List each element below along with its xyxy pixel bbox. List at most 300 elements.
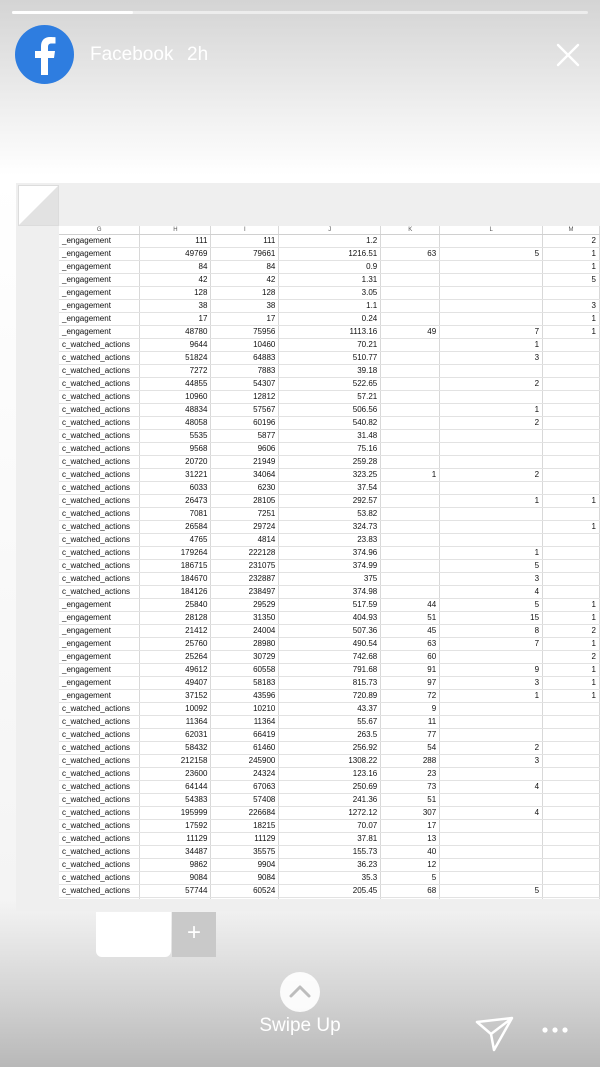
table-cell[interactable]: 7883 bbox=[211, 365, 279, 378]
table-cell[interactable]: 517.59 bbox=[279, 599, 381, 612]
table-cell[interactable]: 1 bbox=[543, 326, 600, 339]
table-cell[interactable]: 61460 bbox=[211, 742, 279, 755]
table-cell[interactable]: 2 bbox=[440, 417, 543, 430]
table-cell[interactable] bbox=[211, 898, 279, 900]
table-cell[interactable]: 79661 bbox=[211, 248, 279, 261]
table-cell[interactable] bbox=[440, 443, 543, 456]
table-cell[interactable]: 1308.22 bbox=[279, 755, 381, 768]
table-cell[interactable]: _engagement bbox=[59, 248, 140, 261]
table-cell[interactable]: c_watched_actions bbox=[59, 859, 140, 872]
table-cell[interactable]: 245900 bbox=[211, 755, 279, 768]
table-cell[interactable]: 1.1 bbox=[279, 300, 381, 313]
table-cell[interactable]: 34487 bbox=[140, 846, 211, 859]
table-cell[interactable]: 1 bbox=[543, 313, 600, 326]
column-header[interactable]: K bbox=[381, 226, 440, 235]
table-cell[interactable]: 3 bbox=[440, 352, 543, 365]
table-cell[interactable]: c_watched_actions bbox=[59, 872, 140, 885]
table-cell[interactable]: 490.54 bbox=[279, 638, 381, 651]
table-cell[interactable] bbox=[440, 703, 543, 716]
close-icon[interactable] bbox=[553, 40, 583, 70]
table-cell[interactable]: 4 bbox=[440, 807, 543, 820]
table-cell[interactable]: 1 bbox=[440, 690, 543, 703]
table-cell[interactable]: c_watched_actions bbox=[59, 794, 140, 807]
table-cell[interactable]: 742.68 bbox=[279, 651, 381, 664]
table-cell[interactable]: 73 bbox=[381, 781, 440, 794]
table-cell[interactable]: c_watched_actions bbox=[59, 482, 140, 495]
table-cell[interactable]: c_watched_actions bbox=[59, 404, 140, 417]
select-all-corner[interactable] bbox=[18, 185, 59, 226]
table-cell[interactable]: 2 bbox=[543, 625, 600, 638]
table-cell[interactable]: 70.21 bbox=[279, 339, 381, 352]
table-cell[interactable]: c_watched_actions bbox=[59, 430, 140, 443]
table-cell[interactable]: 1 bbox=[543, 664, 600, 677]
facebook-logo-icon[interactable] bbox=[15, 25, 74, 84]
table-cell[interactable]: c_watched_actions bbox=[59, 339, 140, 352]
table-cell[interactable] bbox=[543, 859, 600, 872]
table-cell[interactable] bbox=[440, 313, 543, 326]
table-cell[interactable]: 1 bbox=[543, 261, 600, 274]
table-cell[interactable]: c_watched_actions bbox=[59, 885, 140, 898]
table-cell[interactable]: 34064 bbox=[211, 469, 279, 482]
table-cell[interactable]: 250.69 bbox=[279, 781, 381, 794]
table-cell[interactable] bbox=[543, 716, 600, 729]
table-cell[interactable]: 29529 bbox=[211, 599, 279, 612]
table-cell[interactable]: 54307 bbox=[211, 378, 279, 391]
table-cell[interactable]: 1113.16 bbox=[279, 326, 381, 339]
table-cell[interactable]: 66419 bbox=[211, 729, 279, 742]
column-header[interactable]: J bbox=[279, 226, 381, 235]
table-cell[interactable] bbox=[381, 898, 440, 900]
table-cell[interactable]: 42 bbox=[140, 274, 211, 287]
table-cell[interactable] bbox=[440, 274, 543, 287]
table-cell[interactable]: 97 bbox=[381, 677, 440, 690]
table-cell[interactable]: 226684 bbox=[211, 807, 279, 820]
more-options-icon[interactable] bbox=[541, 1020, 569, 1040]
table-cell[interactable] bbox=[440, 365, 543, 378]
table-cell[interactable]: c_watched_actions bbox=[59, 560, 140, 573]
table-cell[interactable]: _engagement bbox=[59, 690, 140, 703]
table-cell[interactable]: c_watched_actions bbox=[59, 703, 140, 716]
table-cell[interactable]: 2 bbox=[440, 378, 543, 391]
table-cell[interactable] bbox=[543, 469, 600, 482]
table-cell[interactable]: 232887 bbox=[211, 573, 279, 586]
table-cell[interactable]: 37.81 bbox=[279, 833, 381, 846]
table-cell[interactable] bbox=[440, 430, 543, 443]
column-header[interactable]: M bbox=[543, 226, 600, 235]
table-cell[interactable]: 25840 bbox=[140, 599, 211, 612]
table-cell[interactable] bbox=[440, 768, 543, 781]
table-cell[interactable]: 42 bbox=[211, 274, 279, 287]
table-cell[interactable]: 5877 bbox=[211, 430, 279, 443]
table-cell[interactable] bbox=[543, 846, 600, 859]
table-cell[interactable]: 1 bbox=[440, 404, 543, 417]
table-cell[interactable] bbox=[381, 573, 440, 586]
table-cell[interactable]: 57.21 bbox=[279, 391, 381, 404]
table-cell[interactable]: 67063 bbox=[211, 781, 279, 794]
table-cell[interactable]: 3 bbox=[543, 300, 600, 313]
table-cell[interactable]: 43596 bbox=[211, 690, 279, 703]
table-cell[interactable]: 37.54 bbox=[279, 482, 381, 495]
table-cell[interactable]: 1 bbox=[543, 690, 600, 703]
table-cell[interactable]: 4814 bbox=[211, 534, 279, 547]
table-cell[interactable]: 18215 bbox=[211, 820, 279, 833]
table-cell[interactable]: _engagement bbox=[59, 599, 140, 612]
table-cell[interactable]: 1 bbox=[543, 638, 600, 651]
table-cell[interactable]: 20720 bbox=[140, 456, 211, 469]
table-cell[interactable]: _engagement bbox=[59, 664, 140, 677]
table-cell[interactable]: 7081 bbox=[140, 508, 211, 521]
table-cell[interactable]: 48834 bbox=[140, 404, 211, 417]
table-cell[interactable] bbox=[440, 820, 543, 833]
table-cell[interactable]: 58183 bbox=[211, 677, 279, 690]
table-cell[interactable]: 28128 bbox=[140, 612, 211, 625]
table-cell[interactable]: 9568 bbox=[140, 443, 211, 456]
table-cell[interactable]: 1.2 bbox=[279, 235, 381, 248]
table-cell[interactable] bbox=[543, 781, 600, 794]
table-cell[interactable]: 51824 bbox=[140, 352, 211, 365]
table-cell[interactable]: 13 bbox=[381, 833, 440, 846]
table-cell[interactable]: 49 bbox=[381, 326, 440, 339]
table-cell[interactable]: 4 bbox=[440, 781, 543, 794]
table-cell[interactable]: 1 bbox=[440, 495, 543, 508]
table-cell[interactable] bbox=[381, 339, 440, 352]
table-cell[interactable]: 28980 bbox=[211, 638, 279, 651]
table-cell[interactable]: 4765 bbox=[140, 534, 211, 547]
table-cell[interactable]: 25264 bbox=[140, 651, 211, 664]
table-cell[interactable]: 10960 bbox=[140, 391, 211, 404]
table-cell[interactable] bbox=[381, 352, 440, 365]
table-cell[interactable]: 323.25 bbox=[279, 469, 381, 482]
table-cell[interactable] bbox=[543, 456, 600, 469]
table-cell[interactable]: c_watched_actions bbox=[59, 456, 140, 469]
table-cell[interactable]: 5535 bbox=[140, 430, 211, 443]
table-cell[interactable]: 21949 bbox=[211, 456, 279, 469]
table-cell[interactable] bbox=[440, 846, 543, 859]
table-cell[interactable]: 0.9 bbox=[279, 261, 381, 274]
table-cell[interactable] bbox=[440, 716, 543, 729]
table-cell[interactable]: 39.18 bbox=[279, 365, 381, 378]
table-cell[interactable] bbox=[440, 729, 543, 742]
table-cell[interactable] bbox=[543, 365, 600, 378]
table-cell[interactable]: c_watched_actions bbox=[59, 742, 140, 755]
table-cell[interactable] bbox=[440, 651, 543, 664]
table-cell[interactable] bbox=[543, 742, 600, 755]
table-cell[interactable] bbox=[440, 391, 543, 404]
table-cell[interactable] bbox=[440, 872, 543, 885]
table-cell[interactable] bbox=[543, 586, 600, 599]
table-cell[interactable] bbox=[381, 495, 440, 508]
table-cell[interactable]: 11129 bbox=[140, 833, 211, 846]
column-header[interactable]: L bbox=[440, 226, 543, 235]
table-cell[interactable]: 23600 bbox=[140, 768, 211, 781]
table-cell[interactable]: 70.07 bbox=[279, 820, 381, 833]
table-cell[interactable] bbox=[381, 482, 440, 495]
table-cell[interactable] bbox=[381, 391, 440, 404]
table-cell[interactable]: c_watched_actions bbox=[59, 534, 140, 547]
table-cell[interactable]: 91 bbox=[381, 664, 440, 677]
table-cell[interactable]: 17 bbox=[211, 313, 279, 326]
table-cell[interactable]: 24324 bbox=[211, 768, 279, 781]
table-cell[interactable]: 54383 bbox=[140, 794, 211, 807]
table-cell[interactable]: 62031 bbox=[140, 729, 211, 742]
table-cell[interactable]: c_watched_actions bbox=[59, 521, 140, 534]
table-cell[interactable] bbox=[440, 859, 543, 872]
table-cell[interactable] bbox=[543, 703, 600, 716]
table-cell[interactable] bbox=[381, 534, 440, 547]
table-cell[interactable] bbox=[59, 898, 140, 900]
table-cell[interactable] bbox=[543, 352, 600, 365]
table-cell[interactable] bbox=[440, 261, 543, 274]
table-cell[interactable]: 184670 bbox=[140, 573, 211, 586]
table-cell[interactable]: 55.67 bbox=[279, 716, 381, 729]
table-cell[interactable]: 36.23 bbox=[279, 859, 381, 872]
table-cell[interactable]: 43.37 bbox=[279, 703, 381, 716]
table-cell[interactable]: 21412 bbox=[140, 625, 211, 638]
table-cell[interactable]: 9644 bbox=[140, 339, 211, 352]
table-cell[interactable]: 3 bbox=[440, 755, 543, 768]
table-cell[interactable] bbox=[543, 482, 600, 495]
table-cell[interactable]: c_watched_actions bbox=[59, 417, 140, 430]
table-cell[interactable]: 51 bbox=[381, 794, 440, 807]
table-cell[interactable]: 24004 bbox=[211, 625, 279, 638]
table-cell[interactable] bbox=[440, 300, 543, 313]
table-cell[interactable] bbox=[440, 534, 543, 547]
table-cell[interactable]: 292.57 bbox=[279, 495, 381, 508]
table-cell[interactable]: 60558 bbox=[211, 664, 279, 677]
table-cell[interactable]: 9606 bbox=[211, 443, 279, 456]
table-cell[interactable]: 374.99 bbox=[279, 560, 381, 573]
table-cell[interactable]: 57408 bbox=[211, 794, 279, 807]
table-cell[interactable] bbox=[381, 586, 440, 599]
table-cell[interactable]: 26473 bbox=[140, 495, 211, 508]
table-cell[interactable]: 64883 bbox=[211, 352, 279, 365]
table-cell[interactable]: 54 bbox=[381, 742, 440, 755]
table-cell[interactable]: c_watched_actions bbox=[59, 729, 140, 742]
table-cell[interactable]: 64144 bbox=[140, 781, 211, 794]
table-cell[interactable]: 1 bbox=[543, 677, 600, 690]
table-cell[interactable]: 63 bbox=[381, 638, 440, 651]
table-cell[interactable] bbox=[440, 898, 543, 900]
table-cell[interactable]: _engagement bbox=[59, 300, 140, 313]
table-cell[interactable]: 60 bbox=[381, 651, 440, 664]
table-cell[interactable]: 49612 bbox=[140, 664, 211, 677]
table-cell[interactable]: 9084 bbox=[140, 872, 211, 885]
table-cell[interactable]: 6230 bbox=[211, 482, 279, 495]
table-cell[interactable]: 84 bbox=[140, 261, 211, 274]
table-cell[interactable]: 84 bbox=[211, 261, 279, 274]
table-cell[interactable] bbox=[543, 287, 600, 300]
table-cell[interactable] bbox=[381, 404, 440, 417]
table-cell[interactable]: c_watched_actions bbox=[59, 820, 140, 833]
table-cell[interactable]: c_watched_actions bbox=[59, 586, 140, 599]
table-cell[interactable] bbox=[381, 287, 440, 300]
table-cell[interactable]: 30729 bbox=[211, 651, 279, 664]
table-cell[interactable]: c_watched_actions bbox=[59, 833, 140, 846]
table-cell[interactable]: 186715 bbox=[140, 560, 211, 573]
table-cell[interactable] bbox=[381, 560, 440, 573]
table-cell[interactable]: 506.56 bbox=[279, 404, 381, 417]
table-cell[interactable]: 4 bbox=[440, 586, 543, 599]
table-cell[interactable]: 2 bbox=[440, 742, 543, 755]
table-cell[interactable]: 307 bbox=[381, 807, 440, 820]
table-cell[interactable]: 375 bbox=[279, 573, 381, 586]
table-cell[interactable]: 374.98 bbox=[279, 586, 381, 599]
table-cell[interactable]: 57744 bbox=[140, 885, 211, 898]
table-cell[interactable] bbox=[381, 261, 440, 274]
table-cell[interactable] bbox=[381, 365, 440, 378]
table-cell[interactable]: 9 bbox=[440, 664, 543, 677]
table-cell[interactable]: 1 bbox=[543, 521, 600, 534]
table-cell[interactable] bbox=[543, 807, 600, 820]
swipe-up-label[interactable]: Swipe Up bbox=[259, 1015, 341, 1036]
table-cell[interactable] bbox=[440, 794, 543, 807]
table-cell[interactable] bbox=[440, 235, 543, 248]
table-cell[interactable] bbox=[381, 378, 440, 391]
table-cell[interactable]: 31350 bbox=[211, 612, 279, 625]
table-cell[interactable]: 0.24 bbox=[279, 313, 381, 326]
table-cell[interactable]: 195999 bbox=[140, 807, 211, 820]
table-cell[interactable]: c_watched_actions bbox=[59, 469, 140, 482]
table-cell[interactable] bbox=[381, 274, 440, 287]
table-cell[interactable]: 75956 bbox=[211, 326, 279, 339]
table-cell[interactable]: c_watched_actions bbox=[59, 495, 140, 508]
table-cell[interactable]: 10460 bbox=[211, 339, 279, 352]
table-cell[interactable]: 3.05 bbox=[279, 287, 381, 300]
table-cell[interactable]: 1216.51 bbox=[279, 248, 381, 261]
table-cell[interactable]: _engagement bbox=[59, 261, 140, 274]
table-cell[interactable]: 9862 bbox=[140, 859, 211, 872]
table-cell[interactable] bbox=[440, 833, 543, 846]
table-cell[interactable]: 404.93 bbox=[279, 612, 381, 625]
table-cell[interactable]: 720.89 bbox=[279, 690, 381, 703]
table-cell[interactable]: 815.73 bbox=[279, 677, 381, 690]
table-cell[interactable]: 60196 bbox=[211, 417, 279, 430]
table-cell[interactable]: 256.92 bbox=[279, 742, 381, 755]
table-cell[interactable]: _engagement bbox=[59, 651, 140, 664]
table-cell[interactable]: c_watched_actions bbox=[59, 846, 140, 859]
table-cell[interactable] bbox=[381, 430, 440, 443]
table-cell[interactable]: 111 bbox=[140, 235, 211, 248]
table-cell[interactable]: 111 bbox=[211, 235, 279, 248]
table-cell[interactable]: 1 bbox=[543, 599, 600, 612]
table-cell[interactable]: 38 bbox=[211, 300, 279, 313]
table-cell[interactable]: 45 bbox=[381, 625, 440, 638]
table-cell[interactable]: _engagement bbox=[59, 612, 140, 625]
table-cell[interactable]: 2 bbox=[440, 469, 543, 482]
table-cell[interactable] bbox=[543, 547, 600, 560]
table-cell[interactable]: 324.73 bbox=[279, 521, 381, 534]
table-cell[interactable]: 128 bbox=[211, 287, 279, 300]
table-cell[interactable]: _engagement bbox=[59, 274, 140, 287]
table-cell[interactable]: c_watched_actions bbox=[59, 508, 140, 521]
table-cell[interactable]: 184126 bbox=[140, 586, 211, 599]
table-cell[interactable]: 231075 bbox=[211, 560, 279, 573]
table-cell[interactable] bbox=[543, 508, 600, 521]
table-cell[interactable]: _engagement bbox=[59, 235, 140, 248]
sheet-tab[interactable] bbox=[96, 912, 171, 957]
table-cell[interactable]: 48780 bbox=[140, 326, 211, 339]
table-cell[interactable]: 17 bbox=[381, 820, 440, 833]
table-cell[interactable]: 57567 bbox=[211, 404, 279, 417]
table-cell[interactable] bbox=[140, 898, 211, 900]
table-cell[interactable]: 51 bbox=[381, 612, 440, 625]
table-cell[interactable]: 26584 bbox=[140, 521, 211, 534]
table-cell[interactable]: 11 bbox=[381, 716, 440, 729]
table-cell[interactable] bbox=[279, 898, 381, 900]
table-cell[interactable]: 212158 bbox=[140, 755, 211, 768]
table-cell[interactable]: 6033 bbox=[140, 482, 211, 495]
table-cell[interactable]: 7251 bbox=[211, 508, 279, 521]
table-cell[interactable]: 7 bbox=[440, 638, 543, 651]
table-cell[interactable]: 68 bbox=[381, 885, 440, 898]
table-cell[interactable]: c_watched_actions bbox=[59, 716, 140, 729]
table-cell[interactable] bbox=[440, 287, 543, 300]
table-cell[interactable]: 9904 bbox=[211, 859, 279, 872]
table-cell[interactable] bbox=[543, 885, 600, 898]
table-cell[interactable]: 2 bbox=[543, 235, 600, 248]
table-cell[interactable]: _engagement bbox=[59, 638, 140, 651]
table-cell[interactable]: 11129 bbox=[211, 833, 279, 846]
table-cell[interactable] bbox=[543, 534, 600, 547]
table-cell[interactable] bbox=[543, 755, 600, 768]
table-cell[interactable]: 205.45 bbox=[279, 885, 381, 898]
table-cell[interactable]: 72 bbox=[381, 690, 440, 703]
table-cell[interactable]: 507.36 bbox=[279, 625, 381, 638]
table-cell[interactable]: 75.16 bbox=[279, 443, 381, 456]
table-cell[interactable]: c_watched_actions bbox=[59, 573, 140, 586]
table-cell[interactable]: 44855 bbox=[140, 378, 211, 391]
table-cell[interactable]: c_watched_actions bbox=[59, 365, 140, 378]
table-cell[interactable]: 15 bbox=[440, 612, 543, 625]
table-cell[interactable] bbox=[543, 898, 600, 900]
table-cell[interactable] bbox=[440, 456, 543, 469]
table-cell[interactable]: 44 bbox=[381, 599, 440, 612]
table-cell[interactable]: c_watched_actions bbox=[59, 352, 140, 365]
column-header[interactable]: I bbox=[211, 226, 279, 235]
table-cell[interactable]: _engagement bbox=[59, 287, 140, 300]
table-cell[interactable]: c_watched_actions bbox=[59, 781, 140, 794]
table-cell[interactable]: 3 bbox=[440, 573, 543, 586]
table-cell[interactable]: 1 bbox=[440, 547, 543, 560]
table-cell[interactable]: 1 bbox=[440, 339, 543, 352]
table-cell[interactable]: _engagement bbox=[59, 677, 140, 690]
column-header[interactable]: G bbox=[59, 226, 140, 235]
table-cell[interactable]: 53.82 bbox=[279, 508, 381, 521]
column-header[interactable]: H bbox=[140, 226, 211, 235]
table-cell[interactable]: 7272 bbox=[140, 365, 211, 378]
table-cell[interactable] bbox=[543, 833, 600, 846]
table-cell[interactable]: 374.96 bbox=[279, 547, 381, 560]
table-cell[interactable]: 25760 bbox=[140, 638, 211, 651]
spreadsheet-grid[interactable] bbox=[59, 226, 600, 899]
table-cell[interactable]: 123.16 bbox=[279, 768, 381, 781]
table-cell[interactable] bbox=[381, 508, 440, 521]
table-cell[interactable]: 58432 bbox=[140, 742, 211, 755]
table-cell[interactable]: 29724 bbox=[211, 521, 279, 534]
table-cell[interactable] bbox=[543, 443, 600, 456]
swipe-up-button[interactable] bbox=[280, 972, 320, 1012]
table-cell[interactable]: 1 bbox=[381, 469, 440, 482]
table-cell[interactable]: 1 bbox=[543, 612, 600, 625]
table-cell[interactable]: 49769 bbox=[140, 248, 211, 261]
table-cell[interactable]: 3 bbox=[440, 677, 543, 690]
table-cell[interactable] bbox=[381, 313, 440, 326]
table-cell[interactable]: _engagement bbox=[59, 625, 140, 638]
add-sheet-button[interactable]: + bbox=[172, 912, 216, 957]
table-cell[interactable]: 10092 bbox=[140, 703, 211, 716]
table-cell[interactable] bbox=[381, 443, 440, 456]
table-cell[interactable]: 35575 bbox=[211, 846, 279, 859]
